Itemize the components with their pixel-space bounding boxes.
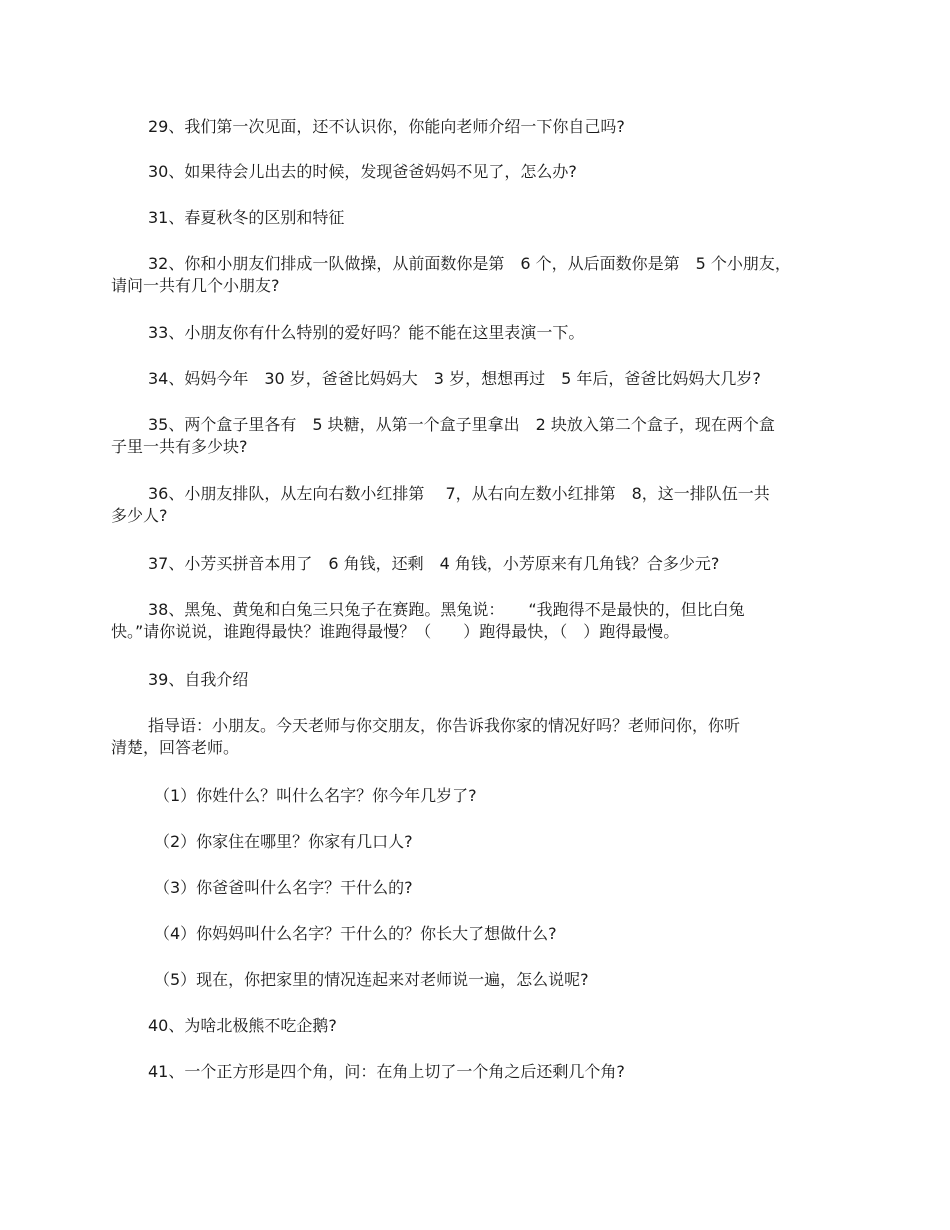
question-38 [0,599,745,643]
sub-question-4 [0,923,557,945]
paragraph-line: （5）现在，你把家里的情况连起来对老师说一遍，怎么说呢? [154,970,589,989]
sub-question-2 [0,831,413,853]
paragraph-line: 32、你和小朋友们排成一队做操，从前面数你是第 6 个，从后面数你是第 5 个小朋友， [148,254,791,273]
question-32 [0,253,791,297]
question-31 [0,207,344,229]
paragraph-line: 指导语：小朋友。今天老师与你交朋友，你告诉我你家的情况好吗？老师问你，你听 [148,716,741,735]
paragraph-line: 33、小朋友你有什么特别的爱好吗？能不能在这里表演一下。 [148,323,585,342]
paragraph-line: 快。”请你说说，谁跑得最快？谁跑得最慢？（ ）跑得最快，（ ）跑得最慢。 [111,622,680,641]
paragraph-line: 34、妈妈今年 30 岁，爸爸比妈妈大 3 岁，想想再过 5 年后，爸爸比妈妈大几岁? [148,369,761,388]
question-33 [0,322,584,344]
paragraph-line: 37、小芳买拼音本用了 6 角钱，还剩 4 角钱，小芳原来有几角钱？合多少元? [148,554,720,573]
question-41 [0,1061,625,1083]
paragraph-line: 36、小朋友排队，从左向右数小红排第 7，从右向左数小红排第 8，这一排队伍一共 [148,484,770,503]
guidance-paragraph [0,715,740,759]
question-29 [0,116,625,138]
sub-question-1 [0,785,477,807]
question-39 [0,669,248,691]
paragraph-line: 39、自我介绍 [148,670,249,689]
paragraph-line: 29、我们第一次见面，还不认识你，你能向老师介绍一下你自己吗? [148,117,625,136]
paragraph-line: 41、一个正方形是四个角，问：在角上切了一个角之后还剩几个角? [148,1062,625,1081]
paragraph-line: （1）你姓什么？叫什么名字？你今年几岁了? [154,786,477,805]
question-36 [0,483,770,527]
paragraph-line: 清楚，回答老师。 [111,738,240,757]
question-40 [0,1015,337,1037]
paragraph-line: 35、两个盒子里各有 5 块糖，从第一个盒子里拿出 2 块放入第二个盒子，现在两个盒 [148,415,775,434]
paragraph-line: 40、为啥北极熊不吃企鹅? [148,1016,337,1035]
paragraph-line: 请问一共有几个小朋友? [111,276,280,295]
paragraph-line: （2）你家住在哪里？你家有几口人? [154,832,413,851]
paragraph-line: （4）你妈妈叫什么名字？干什么的？你长大了想做什么? [154,924,557,943]
question-30 [0,161,577,183]
question-35 [0,414,775,458]
sub-question-5 [0,969,589,991]
paragraph-line: 30、如果待会儿出去的时候，发现爸爸妈妈不见了，怎么办? [148,162,577,181]
paragraph-line: 子里一共有多少块? [111,437,248,456]
sub-question-3 [0,877,413,899]
paragraph-line: 多少人? [111,506,168,525]
question-34 [0,368,761,390]
paragraph-line: （3）你爸爸叫什么名字？干什么的? [154,878,413,897]
paragraph-line: 31、春夏秋冬的区别和特征 [148,208,345,227]
paragraph-line: 38、黑兔、黄兔和白兔三只兔子在赛跑。黑兔说： “我跑得不是最快的，但比白兔 [148,600,745,619]
question-37 [0,553,719,575]
